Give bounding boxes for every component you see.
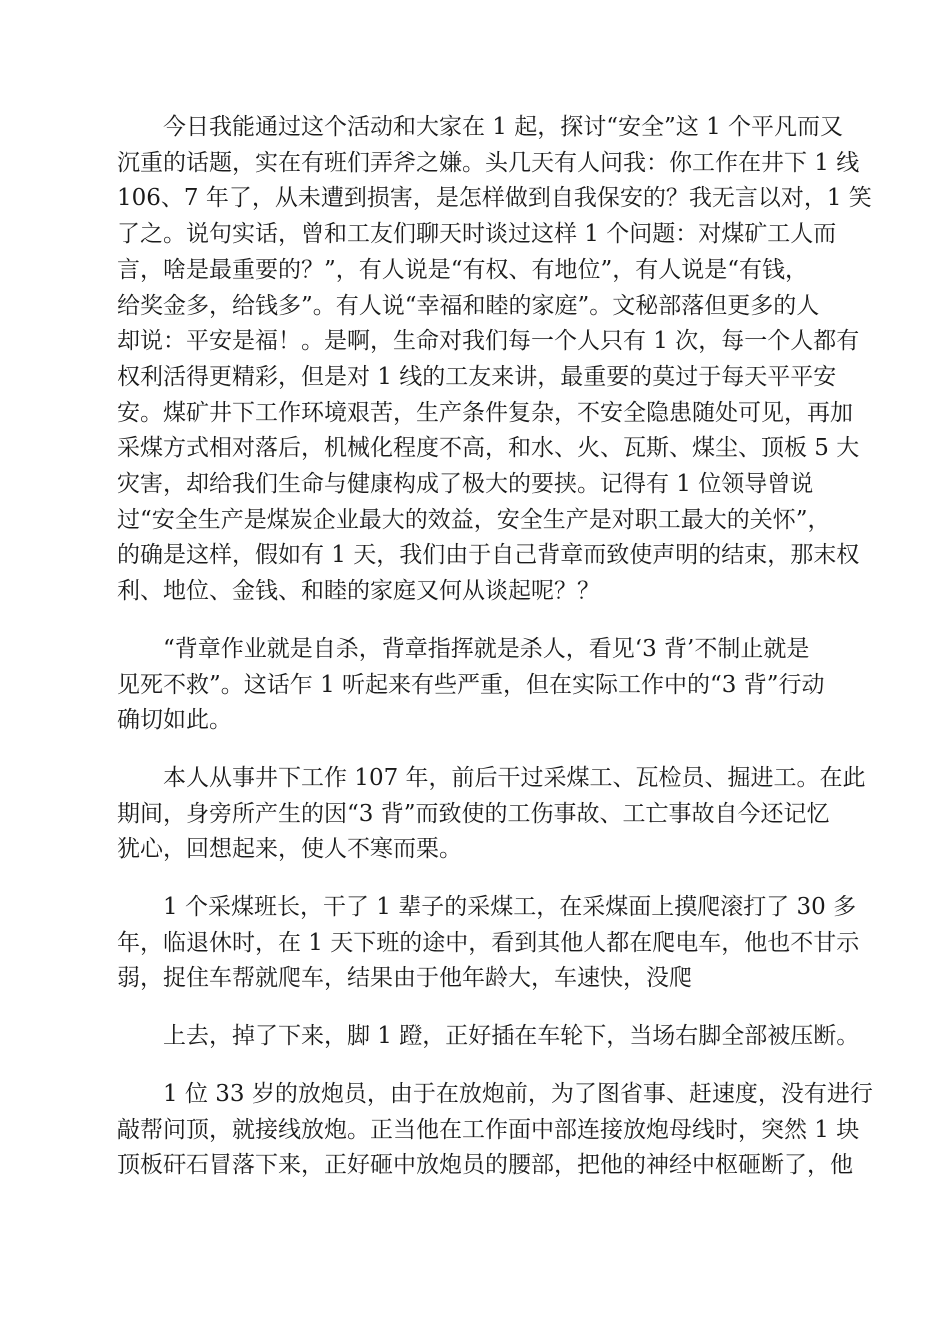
text-line: 安。煤矿井下工作环境艰苦，生产条件复杂，不安全隐患随处可见，再加 [117, 399, 853, 426]
paragraph-2 [117, 632, 833, 739]
text-line: 见死不救”。这话乍 1 听起来有些严重，但在实际工作中的“3 背”行动 [117, 671, 825, 698]
text-line: 弱，捉住车帮就爬车，结果由于他年龄大，车速快，没爬 [117, 965, 692, 992]
text-line: 沉重的话题，实在有班们弄斧之嫌。头几天有人问我：你工作在井下 1 线 [117, 149, 860, 176]
paragraph-1 [117, 110, 872, 610]
text-line: 106、7 年了，从未遭到损害，是怎样做到自我保安的？我无言以对，1 笑 [117, 185, 872, 212]
paragraph-5 [117, 1019, 860, 1055]
text-line: 确切如此。 [117, 707, 232, 734]
text-line: 过“安全生产是煤炭企业最大的效益，安全生产是对职工最大的关怀”， [117, 506, 831, 533]
paragraph-4 [117, 890, 860, 997]
body-text [117, 110, 873, 1184]
paragraph-3 [117, 761, 866, 868]
text-line: 顶板矸石冒落下来，正好砸中放炮员的腰部，把他的神经中枢砸断了，他 [117, 1152, 853, 1179]
text-line: 犹心，回想起来，使人不寒而栗。 [117, 836, 462, 863]
text-line: 1 个采煤班长，干了 1 辈子的采煤工，在采煤面上摸爬滚打了 30 多 [163, 894, 857, 921]
text-line: 期间，身旁所产生的因“3 背”而致使的工伤事故、工亡事故自今还记忆 [117, 800, 830, 827]
text-line: 年，临退休时，在 1 天下班的途中，看到其他人都在爬电车，他也不甘示 [117, 929, 860, 956]
text-line: 权利活得更精彩，但是对 1 线的工友来讲，最重要的莫过于每天平平安 [117, 363, 837, 390]
text-line: 了之。说句实话，曾和工友们聊天时谈过这样 1 个问题：对煤矿工人而 [117, 221, 837, 248]
text-line: 却说：平安是福！。是啊，生命对我们每一个人只有 1 次，每一个人都有 [117, 328, 860, 355]
text-line: 1 位 33 岁的放炮员，由于在放炮前，为了图省事、赶速度，没有进行 [163, 1080, 873, 1107]
text-line: 上去，掉了下来，脚 1 蹬，正好插在车轮下，当场右脚全部被压断。 [163, 1023, 860, 1050]
text-line: 给奖金多，给钱多”。有人说“幸福和睦的家庭”。文秘部落但更多的人 [117, 292, 820, 319]
text-line: 言，啥是最重要的？”，有人说是“有权、有地位”，有人说是“有钱， [117, 256, 809, 283]
text-line: 的确是这样，假如有 1 天，我们由于自己背章而致使声明的结束，那末权 [117, 542, 860, 569]
text-line: 敲帮问顶，就接线放炮。正当他在工作面中部连接放炮母线时，突然 1 块 [117, 1116, 860, 1143]
paragraph-6 [117, 1077, 873, 1184]
text-line: 利、地位、金钱、和睦的家庭又何从谈起呢？？ [117, 578, 600, 605]
text-line: 采煤方式相对落后，机械化程度不高，和水、火、瓦斯、煤尘、顶板 5 大 [117, 435, 860, 462]
text-line: “背章作业就是自杀，背章指挥就是杀人，看见‘3 背’不制止就是 [163, 635, 810, 662]
text-line: 灾害，却给我们生命与健康构成了极大的要挟。记得有 1 位领导曾说 [117, 471, 814, 498]
text-line: 本人从事井下工作 107 年，前后干过采煤工、瓦检员、掘进工。在此 [163, 764, 866, 791]
text-line: 今日我能通过这个活动和大家在 1 起，探讨“安全”这 1 个平凡而又 [163, 114, 844, 140]
